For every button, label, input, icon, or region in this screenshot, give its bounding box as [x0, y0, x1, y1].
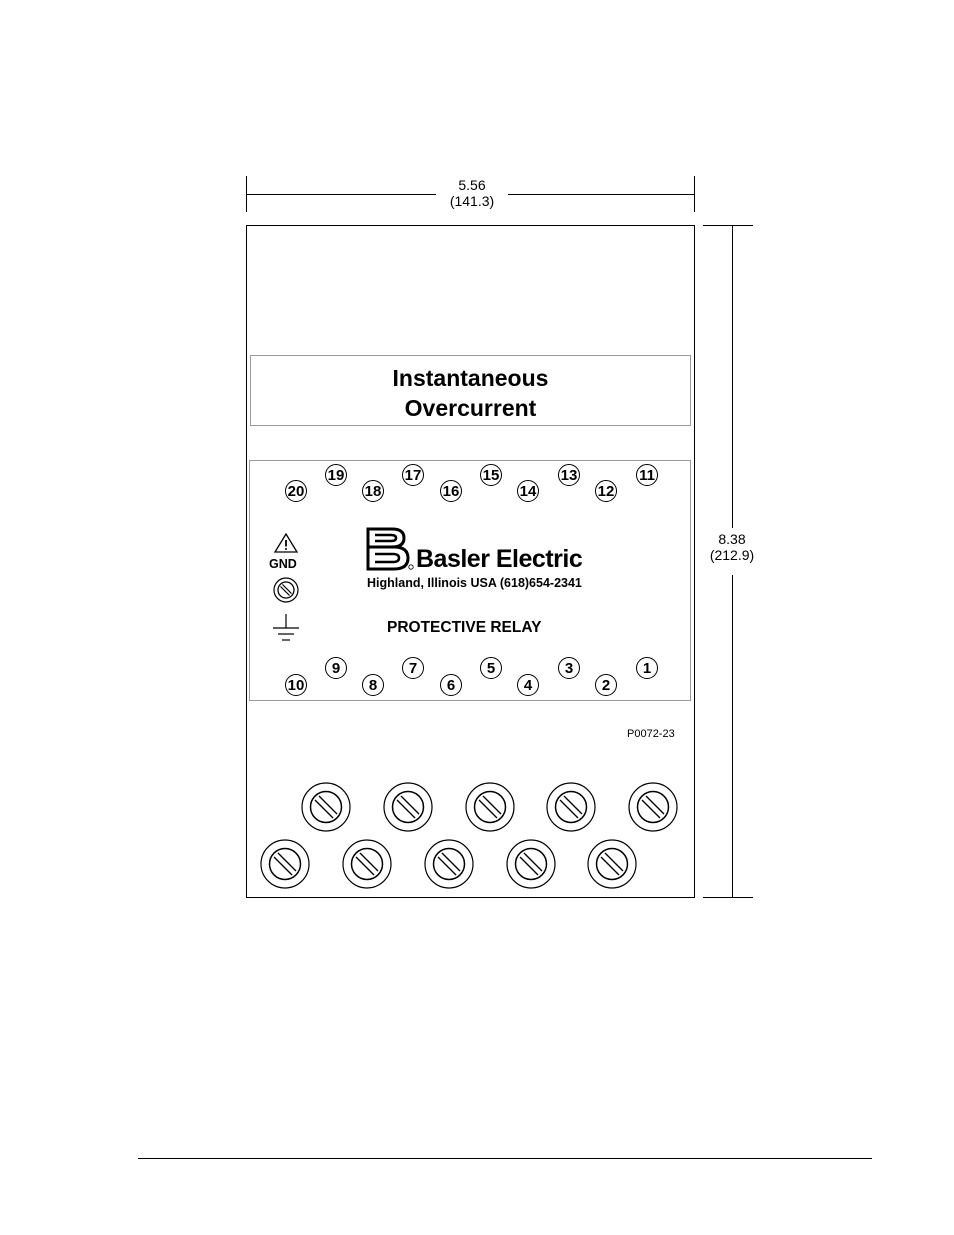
gnd-label: GND [269, 557, 297, 571]
terminal-5: 5 [480, 657, 502, 679]
height-millimeters: (212.9) [709, 547, 755, 563]
terminal-screw-icon [466, 783, 514, 831]
brand-address: Highland, Illinois USA (618)654-2341 [367, 576, 582, 590]
terminal-9: 9 [325, 657, 347, 679]
product-label: PROTECTIVE RELAY [387, 619, 542, 636]
terminal-2: 2 [595, 674, 617, 696]
terminal-screw-icon [261, 840, 309, 888]
terminal-20: 20 [285, 480, 307, 502]
terminal-13: 13 [558, 464, 580, 486]
terminal-screw-icon [588, 840, 636, 888]
terminal-12: 12 [595, 480, 617, 502]
terminal-19: 19 [325, 464, 347, 486]
width-dimension-label [436, 177, 508, 209]
earth-ground-icon [272, 614, 300, 644]
terminal-14: 14 [517, 480, 539, 502]
height-dim-line-top [732, 225, 733, 528]
ground-screw-icon [273, 577, 299, 603]
terminal-screw-icon [547, 783, 595, 831]
height-dim-bottom-tick [703, 897, 753, 898]
width-dim-right-tick [694, 176, 695, 212]
terminal-screw-icon [384, 783, 432, 831]
terminal-7: 7 [402, 657, 424, 679]
figure-code: P0072-23 [627, 728, 675, 740]
terminal-6: 6 [440, 674, 462, 696]
width-millimeters: (141.3) [449, 193, 495, 209]
height-dim-line-bottom [732, 575, 733, 897]
height-dim-top-tick [703, 225, 753, 226]
terminal-8: 8 [362, 674, 384, 696]
title-line-1: Instantaneous [392, 365, 549, 391]
terminal-11: 11 [636, 464, 658, 486]
title-line-2: Overcurrent [404, 395, 537, 421]
warning-icon [274, 533, 298, 553]
terminal-4: 4 [517, 674, 539, 696]
terminal-screw-icon [629, 783, 677, 831]
terminal-3: 3 [558, 657, 580, 679]
terminal-10: 10 [285, 674, 307, 696]
terminal-1: 1 [636, 657, 658, 679]
width-inches: 5.56 [458, 177, 486, 193]
brand-name: Basler Electric [416, 545, 583, 573]
height-inches: 8.38 [718, 531, 746, 547]
terminal-18: 18 [362, 480, 384, 502]
terminal-screw-icon [343, 840, 391, 888]
screw-terminals [255, 780, 685, 895]
terminal-17: 17 [402, 464, 424, 486]
terminal-15: 15 [480, 464, 502, 486]
terminal-screw-icon [507, 840, 555, 888]
terminal-screw-icon [425, 840, 473, 888]
footer-rule [138, 1158, 872, 1159]
terminal-screw-icon [302, 783, 350, 831]
basler-logo-icon [366, 527, 414, 571]
height-dimension-label [700, 531, 764, 563]
width-dim-line-right [508, 194, 694, 195]
width-dim-line-left [246, 194, 436, 195]
terminal-16: 16 [440, 480, 462, 502]
